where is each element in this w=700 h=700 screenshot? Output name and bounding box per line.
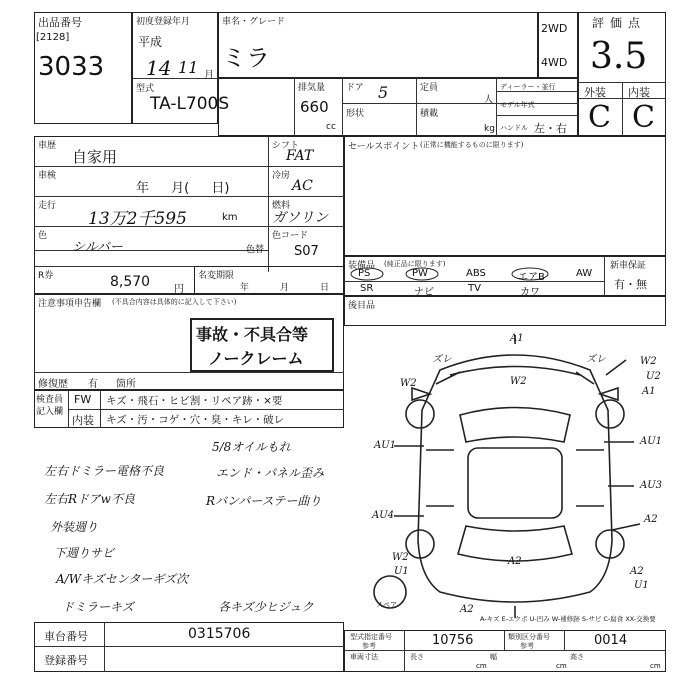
type-designation: 10756 (432, 633, 474, 648)
diagram-mark-w2-bl: W2 (392, 552, 409, 563)
legend-interior: 内装 (72, 414, 94, 427)
repaint-label: 色替 (246, 245, 265, 255)
score-value: 3.5 (590, 36, 648, 77)
interior-label: 内装 (628, 86, 650, 99)
lot-code: [2128] (36, 32, 70, 43)
new-car-warranty-label: 新車保証 (610, 261, 647, 271)
class-code: 0014 (594, 633, 628, 648)
history-label: 車歴 (38, 141, 57, 151)
capacity-label: 定員 (420, 83, 439, 93)
interior-grade: C (632, 100, 655, 135)
doors-label: ドア (346, 83, 364, 93)
legend-interior-items: キズ・汚・コゲ・穴・臭・キレ・破レ (106, 414, 285, 426)
selling-points-box (344, 136, 666, 256)
type-designation-label: 型式指定番号 (350, 633, 392, 641)
lot-number-label: 出品番号 (38, 16, 82, 29)
note-right-top: 5/8オイルもれ (212, 440, 291, 454)
divider (622, 82, 623, 136)
chassis-label: 車台番号 (44, 630, 88, 643)
ac-label: 冷房 (272, 171, 291, 181)
mileage-label: 走行 (38, 201, 57, 211)
mileage: 13万2千595 (88, 209, 187, 229)
month-unit: 月 (204, 70, 214, 81)
divider (132, 78, 218, 79)
length-label: 長さ (410, 653, 424, 661)
name-change-month: 月 (280, 283, 290, 293)
divider (344, 650, 666, 651)
cc-unit: cc (326, 122, 336, 132)
ac: AC (292, 178, 313, 194)
diagram-mark-a2-center: A2 (508, 556, 522, 567)
diagram-legend: A-キズ E-エクボ U-凹み W-補修跡 S-サビ C-腐食 XX-交換要 (480, 615, 656, 623)
color-code: S07 (294, 244, 319, 259)
diagram-mark-au3: AU3 (640, 480, 663, 491)
note-right1: エンド・パネル歪み (216, 466, 325, 480)
color-label: 色 (38, 231, 48, 241)
diagram-mark-a1-right: A1 (642, 386, 656, 397)
first-reg-label: 初度登録年月 (136, 17, 191, 27)
divider (268, 136, 269, 272)
divider (604, 256, 605, 296)
equip-tv: TV (468, 283, 481, 294)
divider (416, 78, 417, 136)
cm-unit-2: cm (556, 662, 567, 670)
stamp-line1: 事故・不具合等 (196, 325, 309, 344)
notice-sub: (不具合内容は具体的に記入して下さい) (112, 298, 237, 306)
shape-label: 形状 (346, 109, 365, 119)
ref-label-2: 参考 (520, 642, 534, 650)
reg-month: 11 (178, 58, 199, 77)
car-name: ミラ (222, 44, 270, 72)
equip-leather: カワ (520, 287, 540, 298)
score-label: 評価点 (592, 16, 647, 30)
kg-unit: kg (484, 124, 495, 134)
inspection-value: 年 月( 日) (136, 181, 230, 196)
displacement-label: 排気量 (298, 83, 326, 93)
diagram-mark-w2-center: W2 (510, 376, 527, 387)
divider (34, 196, 344, 197)
repair-label: 修復歴 (38, 379, 68, 390)
equipment-label: 装備品 (348, 261, 376, 271)
chassis-number: 0315706 (188, 626, 251, 642)
divider (342, 78, 343, 136)
reg-year: 14 (146, 56, 172, 80)
ref-label-1: 参考 (362, 642, 376, 650)
note-right6: 各キズ少ヒジュク (218, 600, 314, 614)
cm-unit-3: cm (650, 662, 661, 670)
history: 自家用 (72, 148, 118, 166)
yen-unit: 円 (174, 284, 184, 295)
equip-sr: SR (360, 283, 374, 294)
diagram-mark-w2-left: W2 (400, 378, 417, 389)
diagram-mark-zure-right: ズレ (586, 354, 606, 365)
width-label: 幅 (490, 653, 497, 661)
cm-unit-1: cm (476, 662, 487, 670)
inspection-label: 車検 (38, 171, 57, 181)
drive-2wd: 2WD (541, 22, 568, 35)
diagram-mark-u1-bl: U1 (394, 566, 409, 577)
divider (294, 78, 295, 136)
diagram-mark-a2-right: A2 (644, 514, 658, 525)
diagram-mark-au1-right: AU1 (640, 436, 663, 447)
rear-seat-label: 後目品 (348, 301, 376, 311)
load-label: 積載 (420, 109, 439, 119)
dealer-label: ディーラー・並行 (500, 83, 556, 91)
recycle-value: 8,570 (110, 274, 151, 290)
note-left5: A/Wキズセンターギズ次 (56, 572, 189, 586)
divider (34, 646, 344, 647)
divider (404, 630, 405, 672)
divider (34, 250, 268, 251)
model-year-label: モデル年式 (500, 101, 535, 109)
equip-airbag: エアB (518, 272, 545, 283)
new-car-warranty-value: 有・無 (614, 278, 647, 291)
inspector-label: 検査員記入欄 (36, 395, 64, 417)
model-label: 型式 (136, 84, 155, 94)
height-label: 高さ (570, 653, 584, 661)
selling-points-note: (正常に機能するものに限ります) (420, 141, 524, 149)
shift: FAT (286, 148, 314, 164)
diagram-mark-au1-left: AU1 (374, 440, 397, 451)
equip-navi: ナビ (414, 287, 434, 298)
color: シルバー (72, 240, 123, 255)
model-value: TA-L700S (150, 94, 230, 114)
legend-fw-items: キズ・飛石・ヒビ割・リペア跡・×要 (106, 395, 283, 407)
note-left2: 左右Rドアw不良 (44, 492, 135, 506)
divider (496, 115, 578, 116)
lot-number: 3033 (38, 52, 105, 82)
doors: 5 (378, 83, 389, 102)
exterior-grade: C (588, 100, 611, 135)
fuel-label: 燃料 (272, 201, 291, 211)
diagram-mark-u2: U2 (646, 371, 661, 382)
legend-fw: FW (74, 393, 92, 406)
diagram-mark-a1-top: A1 (510, 333, 524, 344)
handle-value: 左・右 (534, 122, 567, 135)
repair-value: 有 (88, 379, 98, 390)
exterior-label: 外装 (584, 86, 606, 99)
diagram-mark-zure-left: ズレ (432, 354, 452, 365)
diagram-mark-u1-br: U1 (634, 580, 649, 591)
name-change-label: 名変期限 (198, 271, 235, 281)
stamp-line2: ノークレーム (208, 349, 304, 368)
notice-label: 注意事項申告欄 (38, 299, 102, 309)
color-code-label: 色コード (272, 231, 309, 241)
displacement: 660 (300, 98, 329, 116)
note-left6: ドミラーキズ (62, 600, 134, 614)
diagram-spare-label: スペア (376, 601, 397, 609)
divider (68, 409, 344, 410)
note-left4: 下週りサビ (54, 546, 115, 560)
note-right2: Rバンパーステー曲り (206, 494, 322, 508)
divider (342, 103, 578, 104)
name-change-day: 日 (320, 283, 330, 293)
equip-ps: PS (358, 268, 371, 279)
diagram-mark-w2-tr: W2 (640, 356, 657, 367)
divider (496, 78, 497, 136)
name-change-year: 年 (240, 283, 250, 293)
note-left1: 左右ドミラー電格不良 (44, 464, 165, 478)
diagram-mark-a2-br: A2 (630, 566, 644, 577)
fuel: ガソリン (272, 210, 328, 226)
divider (578, 98, 666, 99)
divider (504, 630, 505, 650)
person-unit: 人 (484, 95, 494, 105)
rear-items-box (344, 296, 666, 326)
selling-points-label: セールスポイント (348, 142, 420, 152)
shift-label: シフト (272, 141, 300, 151)
recycle-label: R券 (38, 271, 54, 281)
diagram-mark-au4: AU4 (372, 510, 395, 521)
note-left3: 外装週り (50, 520, 99, 534)
equip-aw: AW (576, 268, 593, 279)
divider (564, 630, 565, 650)
handle-label: ハンドル (500, 124, 528, 132)
equipment-note: (純正品に限ります) (384, 260, 446, 268)
divider (104, 622, 105, 672)
km-unit: km (222, 212, 238, 223)
drive-4wd: 4WD (541, 56, 568, 69)
class-code-label: 類別区分番号 (508, 633, 550, 641)
divider (34, 372, 344, 373)
frame-label: 車両寸法 (350, 653, 378, 661)
equip-pw: PW (412, 268, 428, 279)
repair-unit: 箇所 (116, 379, 136, 390)
reg-number-label: 登録番号 (44, 654, 88, 667)
equip-abs: ABS (466, 268, 486, 279)
diagram-mark-a2-bottom: A2 (460, 604, 474, 615)
car-name-label: 車名・グレード (222, 17, 286, 27)
era: 平成 (138, 35, 163, 49)
